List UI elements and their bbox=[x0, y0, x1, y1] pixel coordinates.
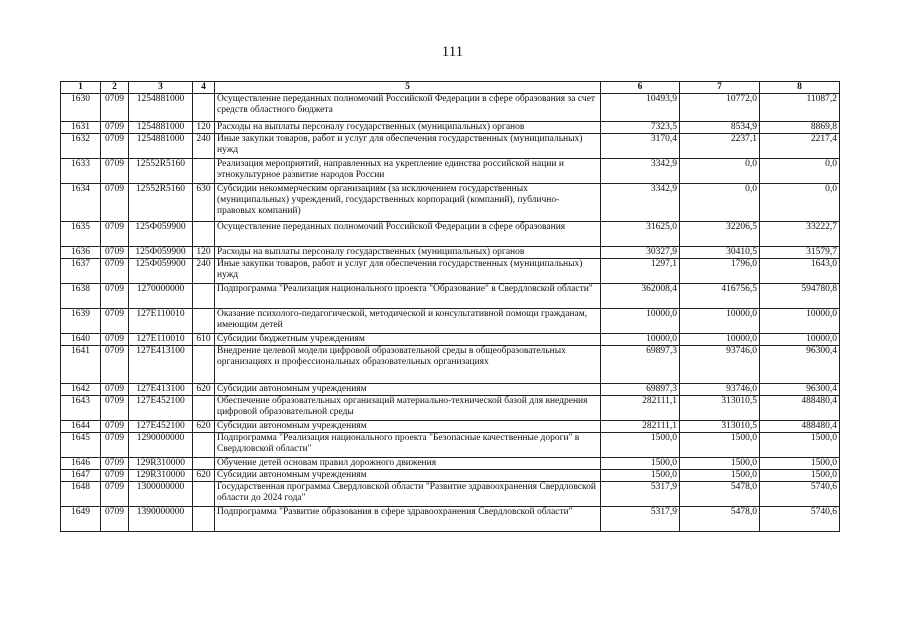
row-number: 1634 bbox=[61, 184, 101, 222]
expense-name: Иные закупки товаров, работ и услуг для обеспечения государственных (муниципальных) нужд bbox=[215, 259, 601, 284]
expense-name: Внедрение целевой модели цифровой образовательной среды в общеобразовательных организациях и профессиональных образовательных организациях bbox=[215, 346, 601, 384]
column-header: 2 bbox=[101, 82, 129, 94]
expense-type-code bbox=[193, 222, 215, 247]
target-article-code: 1300000000 bbox=[129, 482, 193, 507]
target-article-code: 1270000000 bbox=[129, 284, 193, 309]
amount-year-1: 5317,9 bbox=[601, 482, 680, 507]
expense-name: Обучение детей основам правил дорожного движения bbox=[215, 458, 601, 470]
target-article-code: 127E110010 bbox=[129, 334, 193, 346]
expense-type-code bbox=[193, 309, 215, 334]
amount-year-3: 1643,0 bbox=[760, 259, 840, 284]
section-code: 0709 bbox=[101, 421, 129, 433]
expense-name: Субсидии автономным учреждениям bbox=[215, 470, 601, 482]
amount-year-1: 10000,0 bbox=[601, 309, 680, 334]
amount-year-1: 5317,9 bbox=[601, 507, 680, 532]
row-number: 1643 bbox=[61, 396, 101, 421]
expense-name: Подпрограмма "Реализация национального проекта "Образование" в Свердловской области" bbox=[215, 284, 601, 309]
target-article-code: 127E452100 bbox=[129, 396, 193, 421]
section-code: 0709 bbox=[101, 384, 129, 396]
amount-year-3: 5740,6 bbox=[760, 507, 840, 532]
target-article-code: 1290000000 bbox=[129, 433, 193, 458]
target-article-code: 129R310000 bbox=[129, 470, 193, 482]
row-number: 1648 bbox=[61, 482, 101, 507]
amount-year-1: 362008,4 bbox=[601, 284, 680, 309]
amount-year-3: 488480,4 bbox=[760, 396, 840, 421]
amount-year-1: 3170,4 bbox=[601, 134, 680, 159]
table-row bbox=[61, 482, 840, 507]
row-number: 1649 bbox=[61, 507, 101, 532]
expense-name: Обеспечение образовательных организаций материально-технической базой для внедрения цифровой образовательной среды bbox=[215, 396, 601, 421]
amount-year-3: 1500,0 bbox=[760, 433, 840, 458]
row-number: 1642 bbox=[61, 384, 101, 396]
amount-year-1: 1500,0 bbox=[601, 458, 680, 470]
expense-name: Осуществление переданных полномочий Российской Федерации в сфере образования за счет средств областного бюджета bbox=[215, 94, 601, 122]
amount-year-3: 5740,6 bbox=[760, 482, 840, 507]
section-code: 0709 bbox=[101, 470, 129, 482]
column-header: 6 bbox=[601, 82, 680, 94]
table-row bbox=[61, 259, 840, 284]
row-number: 1645 bbox=[61, 433, 101, 458]
table-row bbox=[61, 421, 840, 433]
table-row bbox=[61, 222, 840, 247]
section-code: 0709 bbox=[101, 134, 129, 159]
amount-year-2: 10772,0 bbox=[680, 94, 760, 122]
section-code: 0709 bbox=[101, 94, 129, 122]
amount-year-1: 10000,0 bbox=[601, 334, 680, 346]
target-article-code: 1254881000 bbox=[129, 94, 193, 122]
amount-year-2: 0,0 bbox=[680, 159, 760, 184]
target-article-code: 125Ф059900 bbox=[129, 247, 193, 259]
expense-type-code: 120 bbox=[193, 247, 215, 259]
expense-type-code: 620 bbox=[193, 384, 215, 396]
target-article-code: 125Ф059900 bbox=[129, 259, 193, 284]
amount-year-3: 1500,0 bbox=[760, 458, 840, 470]
section-code: 0709 bbox=[101, 259, 129, 284]
amount-year-2: 1500,0 bbox=[680, 470, 760, 482]
row-number: 1635 bbox=[61, 222, 101, 247]
expense-name: Государственная программа Свердловской области "Развитие здравоохранения Свердловской области до 2024 года" bbox=[215, 482, 601, 507]
amount-year-1: 1500,0 bbox=[601, 470, 680, 482]
expense-type-code: 240 bbox=[193, 259, 215, 284]
column-header: 8 bbox=[760, 82, 840, 94]
amount-year-3: 11087,2 bbox=[760, 94, 840, 122]
expense-name: Субсидии бюджетным учреждениям bbox=[215, 334, 601, 346]
section-code: 0709 bbox=[101, 433, 129, 458]
amount-year-2: 30410,5 bbox=[680, 247, 760, 259]
expense-name: Субсидии автономным учреждениям bbox=[215, 384, 601, 396]
column-header: 4 bbox=[193, 82, 215, 94]
target-article-code: 125Ф059900 bbox=[129, 222, 193, 247]
target-article-code: 127E110010 bbox=[129, 309, 193, 334]
row-number: 1631 bbox=[61, 122, 101, 134]
expense-type-code bbox=[193, 433, 215, 458]
expense-type-code bbox=[193, 346, 215, 384]
expense-name: Оказание психолого-педагогической, методической и консультативной помощи гражданам, имеющим детей bbox=[215, 309, 601, 334]
target-article-code: 12552R5160 bbox=[129, 159, 193, 184]
amount-year-2: 5478,0 bbox=[680, 482, 760, 507]
section-code: 0709 bbox=[101, 507, 129, 532]
column-header: 7 bbox=[680, 82, 760, 94]
section-code: 0709 bbox=[101, 458, 129, 470]
amount-year-2: 10000,0 bbox=[680, 334, 760, 346]
section-code: 0709 bbox=[101, 247, 129, 259]
section-code: 0709 bbox=[101, 159, 129, 184]
table-row bbox=[61, 507, 840, 532]
amount-year-2: 1500,0 bbox=[680, 433, 760, 458]
amount-year-3: 0,0 bbox=[760, 184, 840, 222]
expense-type-code: 620 bbox=[193, 421, 215, 433]
expense-name: Субсидии некоммерческим организациям (за исключением государственных (муниципальных) учреждений, государственных корпораций (компаний), публично-правовых компаний) bbox=[215, 184, 601, 222]
table-row bbox=[61, 334, 840, 346]
amount-year-3: 8869,8 bbox=[760, 122, 840, 134]
amount-year-2: 5478,0 bbox=[680, 507, 760, 532]
table-row bbox=[61, 309, 840, 334]
amount-year-1: 3342,9 bbox=[601, 159, 680, 184]
expense-type-code bbox=[193, 159, 215, 184]
row-number: 1647 bbox=[61, 470, 101, 482]
row-number: 1632 bbox=[61, 134, 101, 159]
section-code: 0709 bbox=[101, 184, 129, 222]
amount-year-3: 10000,0 bbox=[760, 309, 840, 334]
table-row bbox=[61, 159, 840, 184]
table-row bbox=[61, 396, 840, 421]
amount-year-2: 313010,5 bbox=[680, 396, 760, 421]
table-row bbox=[61, 184, 840, 222]
amount-year-2: 0,0 bbox=[680, 184, 760, 222]
amount-year-3: 488480,4 bbox=[760, 421, 840, 433]
table-body bbox=[61, 94, 840, 532]
amount-year-1: 30327,9 bbox=[601, 247, 680, 259]
row-number: 1644 bbox=[61, 421, 101, 433]
section-code: 0709 bbox=[101, 482, 129, 507]
expense-name: Подпрограмма "Развитие образования в сфере здравоохранения Свердловской области" bbox=[215, 507, 601, 532]
expense-name: Расходы на выплаты персоналу государственных (муниципальных) органов bbox=[215, 247, 601, 259]
row-number: 1646 bbox=[61, 458, 101, 470]
section-code: 0709 bbox=[101, 346, 129, 384]
row-number: 1641 bbox=[61, 346, 101, 384]
target-article-code: 1254881000 bbox=[129, 122, 193, 134]
amount-year-3: 33222,7 bbox=[760, 222, 840, 247]
expense-type-code: 620 bbox=[193, 470, 215, 482]
amount-year-1: 10493,9 bbox=[601, 94, 680, 122]
expense-type-code bbox=[193, 284, 215, 309]
expense-type-code bbox=[193, 482, 215, 507]
amount-year-2: 32206,5 bbox=[680, 222, 760, 247]
expense-type-code: 240 bbox=[193, 134, 215, 159]
expense-type-code bbox=[193, 396, 215, 421]
expense-type-code bbox=[193, 94, 215, 122]
amount-year-3: 96300,4 bbox=[760, 346, 840, 384]
section-code: 0709 bbox=[101, 334, 129, 346]
amount-year-1: 1297,1 bbox=[601, 259, 680, 284]
amount-year-1: 3342,9 bbox=[601, 184, 680, 222]
table-row bbox=[61, 134, 840, 159]
section-code: 0709 bbox=[101, 396, 129, 421]
amount-year-1: 69897,3 bbox=[601, 346, 680, 384]
amount-year-3: 96300,4 bbox=[760, 384, 840, 396]
column-header: 1 bbox=[61, 82, 101, 94]
amount-year-1: 31625,0 bbox=[601, 222, 680, 247]
amount-year-3: 594780,8 bbox=[760, 284, 840, 309]
amount-year-2: 8534,9 bbox=[680, 122, 760, 134]
expense-name: Расходы на выплаты персоналу государственных (муниципальных) органов bbox=[215, 122, 601, 134]
amount-year-2: 416756,5 bbox=[680, 284, 760, 309]
row-number: 1638 bbox=[61, 284, 101, 309]
amount-year-2: 1500,0 bbox=[680, 458, 760, 470]
target-article-code: 1254881000 bbox=[129, 134, 193, 159]
section-code: 0709 bbox=[101, 122, 129, 134]
expense-name: Осуществление переданных полномочий Российской Федерации в сфере образования bbox=[215, 222, 601, 247]
target-article-code: 127E413100 bbox=[129, 346, 193, 384]
section-code: 0709 bbox=[101, 222, 129, 247]
expense-name: Реализация мероприятий, направленных на укрепление единства российской нации и этнокультурное развитие народов России bbox=[215, 159, 601, 184]
row-number: 1640 bbox=[61, 334, 101, 346]
row-number: 1637 bbox=[61, 259, 101, 284]
table-row bbox=[61, 433, 840, 458]
expense-name: Субсидии автономным учреждениям bbox=[215, 421, 601, 433]
amount-year-1: 1500,0 bbox=[601, 433, 680, 458]
expense-type-code: 120 bbox=[193, 122, 215, 134]
amount-year-1: 7323,5 bbox=[601, 122, 680, 134]
target-article-code: 127E452100 bbox=[129, 421, 193, 433]
table-row bbox=[61, 122, 840, 134]
target-article-code: 12552R5160 bbox=[129, 184, 193, 222]
amount-year-1: 282111,1 bbox=[601, 421, 680, 433]
target-article-code: 127E413100 bbox=[129, 384, 193, 396]
row-number: 1639 bbox=[61, 309, 101, 334]
expense-name: Подпрограмма "Реализация национального проекта "Безопасные качественные дороги" в Свердловской области" bbox=[215, 433, 601, 458]
page-number: 111 bbox=[441, 44, 464, 60]
expense-name: Иные закупки товаров, работ и услуг для обеспечения государственных (муниципальных) нужд bbox=[215, 134, 601, 159]
row-number: 1633 bbox=[61, 159, 101, 184]
column-header: 5 bbox=[215, 82, 601, 94]
amount-year-1: 282111,1 bbox=[601, 396, 680, 421]
expense-type-code bbox=[193, 458, 215, 470]
amount-year-2: 2237,1 bbox=[680, 134, 760, 159]
amount-year-2: 313010,5 bbox=[680, 421, 760, 433]
table-row bbox=[61, 247, 840, 259]
amount-year-3: 2217,4 bbox=[760, 134, 840, 159]
expense-type-code: 630 bbox=[193, 184, 215, 222]
table-row bbox=[61, 470, 840, 482]
budget-table bbox=[60, 81, 840, 532]
section-code: 0709 bbox=[101, 284, 129, 309]
table-row bbox=[61, 384, 840, 396]
amount-year-2: 1796,0 bbox=[680, 259, 760, 284]
amount-year-2: 10000,0 bbox=[680, 309, 760, 334]
table-row bbox=[61, 284, 840, 309]
amount-year-3: 0,0 bbox=[760, 159, 840, 184]
amount-year-3: 31579,7 bbox=[760, 247, 840, 259]
amount-year-2: 93746,0 bbox=[680, 384, 760, 396]
expense-type-code bbox=[193, 507, 215, 532]
amount-year-1: 69897,3 bbox=[601, 384, 680, 396]
row-number: 1630 bbox=[61, 94, 101, 122]
amount-year-3: 10000,0 bbox=[760, 334, 840, 346]
target-article-code: 1390000000 bbox=[129, 507, 193, 532]
table-row bbox=[61, 458, 840, 470]
amount-year-2: 93746,0 bbox=[680, 346, 760, 384]
section-code: 0709 bbox=[101, 309, 129, 334]
target-article-code: 129R310000 bbox=[129, 458, 193, 470]
table-header-row bbox=[61, 82, 840, 94]
amount-year-3: 1500,0 bbox=[760, 470, 840, 482]
row-number: 1636 bbox=[61, 247, 101, 259]
table-row bbox=[61, 94, 840, 122]
expense-type-code: 610 bbox=[193, 334, 215, 346]
column-header: 3 bbox=[129, 82, 193, 94]
table-row bbox=[61, 346, 840, 384]
